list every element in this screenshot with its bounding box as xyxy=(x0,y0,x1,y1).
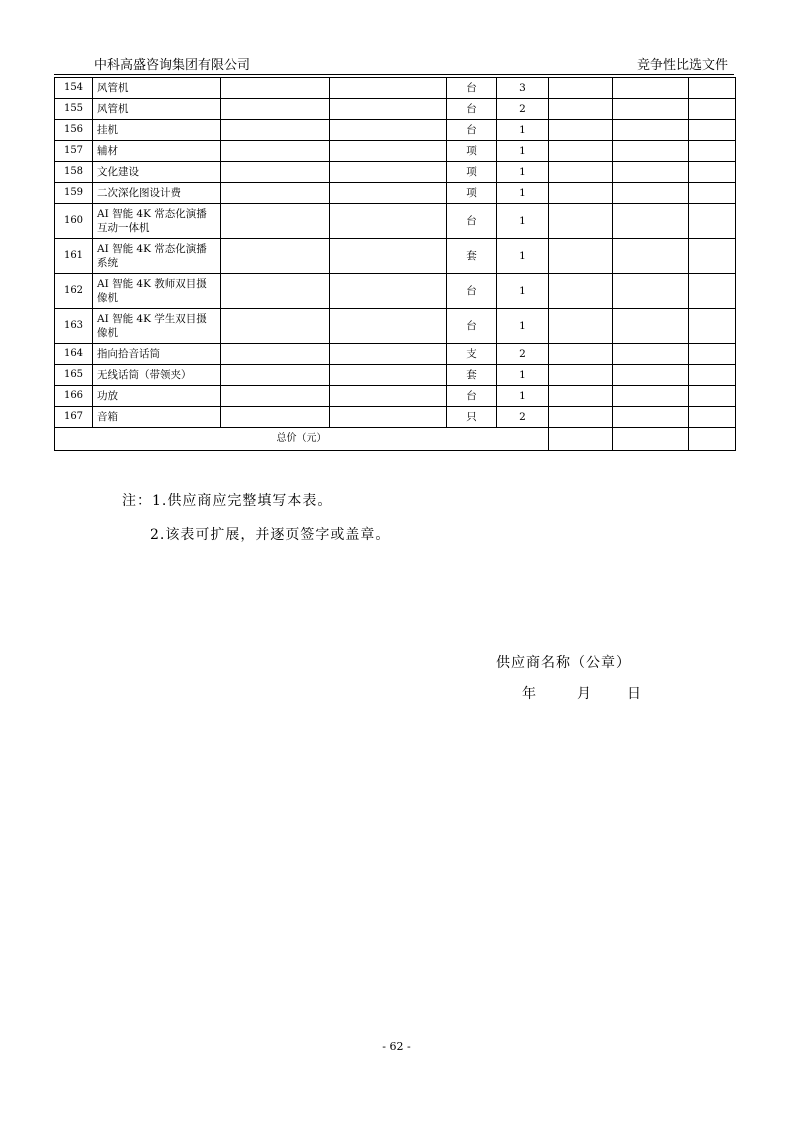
brand-cell xyxy=(330,309,447,344)
total-value-cell xyxy=(613,428,689,451)
item-name: 风管机 xyxy=(93,99,221,120)
unit-cell: 项 xyxy=(447,162,497,183)
unit-price-cell xyxy=(549,183,613,204)
item-name: 功放 xyxy=(93,386,221,407)
spec-cell xyxy=(221,120,330,141)
spec-cell xyxy=(221,183,330,204)
brand-cell xyxy=(330,141,447,162)
item-name: AI 智能 4K 教师双目摄像机 xyxy=(93,274,221,309)
total-unit-price-cell xyxy=(549,428,613,451)
unit-cell: 台 xyxy=(447,309,497,344)
table-row xyxy=(55,239,736,274)
subtotal-cell xyxy=(613,120,689,141)
company-name: 中科高盛咨询集团有限公司 xyxy=(94,58,251,73)
page-header xyxy=(54,56,734,75)
item-name: 辅材 xyxy=(93,141,221,162)
subtotal-cell xyxy=(613,407,689,428)
price-table xyxy=(54,77,736,451)
quantity-cell: 1 xyxy=(497,141,549,162)
spec-cell xyxy=(221,78,330,99)
quantity-cell: 1 xyxy=(497,162,549,183)
remark-cell xyxy=(689,204,736,239)
spec-cell xyxy=(221,162,330,183)
item-name: AI 智能 4K 常态化演播互动一体机 xyxy=(93,204,221,239)
quantity-cell: 1 xyxy=(497,239,549,274)
row-number: 158 xyxy=(55,162,93,183)
remark-cell xyxy=(689,344,736,365)
quantity-cell: 1 xyxy=(497,386,549,407)
unit-price-cell xyxy=(549,78,613,99)
table-row xyxy=(55,386,736,407)
quantity-cell: 3 xyxy=(497,78,549,99)
unit-cell: 台 xyxy=(447,99,497,120)
unit-price-cell xyxy=(549,162,613,183)
row-number: 156 xyxy=(55,120,93,141)
spec-cell xyxy=(221,386,330,407)
row-number: 162 xyxy=(55,274,93,309)
item-name: 指向拾音话筒 xyxy=(93,344,221,365)
note-line-2: 2.该表可扩展，并逐页签字或盖章。 xyxy=(150,527,391,543)
unit-price-cell xyxy=(549,274,613,309)
unit-cell: 台 xyxy=(447,78,497,99)
unit-price-cell xyxy=(549,407,613,428)
table-row xyxy=(55,183,736,204)
unit-price-cell xyxy=(549,99,613,120)
unit-cell: 台 xyxy=(447,274,497,309)
table-row xyxy=(55,78,736,99)
table-row xyxy=(55,120,736,141)
brand-cell xyxy=(330,78,447,99)
subtotal-cell xyxy=(613,365,689,386)
quantity-cell: 2 xyxy=(497,344,549,365)
quantity-cell: 1 xyxy=(497,183,549,204)
table-row xyxy=(55,274,736,309)
unit-cell: 台 xyxy=(447,386,497,407)
unit-cell: 项 xyxy=(447,183,497,204)
year-label: 年 xyxy=(522,686,537,702)
table-row xyxy=(55,141,736,162)
brand-cell xyxy=(330,239,447,274)
brand-cell xyxy=(330,120,447,141)
unit-price-cell xyxy=(549,141,613,162)
unit-cell: 项 xyxy=(447,141,497,162)
brand-cell xyxy=(330,386,447,407)
subtotal-cell xyxy=(613,274,689,309)
spec-cell xyxy=(221,365,330,386)
note-line-1: 注：1.供应商应完整填写本表。 xyxy=(122,493,333,509)
remark-cell xyxy=(689,386,736,407)
unit-price-cell xyxy=(549,120,613,141)
remark-cell xyxy=(689,162,736,183)
item-name: 音箱 xyxy=(93,407,221,428)
remark-cell xyxy=(689,99,736,120)
table-row xyxy=(55,99,736,120)
page-number: - 62 - xyxy=(382,1040,411,1053)
remark-cell xyxy=(689,365,736,386)
item-name: 挂机 xyxy=(93,120,221,141)
subtotal-cell xyxy=(613,309,689,344)
row-number: 167 xyxy=(55,407,93,428)
item-name: AI 智能 4K 常态化演播系统 xyxy=(93,239,221,274)
subtotal-cell xyxy=(613,344,689,365)
document-type: 竞争性比选文件 xyxy=(636,58,728,73)
brand-cell xyxy=(330,274,447,309)
brand-cell xyxy=(330,162,447,183)
unit-cell: 套 xyxy=(447,365,497,386)
remark-cell xyxy=(689,309,736,344)
row-number: 163 xyxy=(55,309,93,344)
day-label: 日 xyxy=(627,686,642,702)
spec-cell xyxy=(221,99,330,120)
row-number: 164 xyxy=(55,344,93,365)
quantity-cell: 1 xyxy=(497,365,549,386)
brand-cell xyxy=(330,183,447,204)
total-remark-cell xyxy=(689,428,736,451)
table-row xyxy=(55,309,736,344)
brand-cell xyxy=(330,344,447,365)
quantity-cell: 1 xyxy=(497,120,549,141)
remark-cell xyxy=(689,239,736,274)
item-name: 文化建设 xyxy=(93,162,221,183)
row-number: 159 xyxy=(55,183,93,204)
row-number: 154 xyxy=(55,78,93,99)
brand-cell xyxy=(330,99,447,120)
brand-cell xyxy=(330,365,447,386)
subtotal-cell xyxy=(613,162,689,183)
spec-cell xyxy=(221,407,330,428)
item-name: 二次深化图设计费 xyxy=(93,183,221,204)
remark-cell xyxy=(689,141,736,162)
quantity-cell: 1 xyxy=(497,204,549,239)
spec-cell xyxy=(221,309,330,344)
remark-cell xyxy=(689,274,736,309)
subtotal-cell xyxy=(613,183,689,204)
spec-cell xyxy=(221,274,330,309)
unit-price-cell xyxy=(549,386,613,407)
unit-price-cell xyxy=(549,239,613,274)
table-row xyxy=(55,407,736,428)
unit-cell: 套 xyxy=(447,239,497,274)
spec-cell xyxy=(221,141,330,162)
table-row xyxy=(55,365,736,386)
unit-cell: 只 xyxy=(447,407,497,428)
subtotal-cell xyxy=(613,386,689,407)
remark-cell xyxy=(689,183,736,204)
spec-cell xyxy=(221,239,330,274)
row-number: 161 xyxy=(55,239,93,274)
row-number: 165 xyxy=(55,365,93,386)
unit-cell: 台 xyxy=(447,120,497,141)
brand-cell xyxy=(330,204,447,239)
quantity-cell: 2 xyxy=(497,407,549,428)
quantity-cell: 1 xyxy=(497,274,549,309)
table-row xyxy=(55,162,736,183)
remark-cell xyxy=(689,120,736,141)
quantity-cell: 1 xyxy=(497,309,549,344)
month-label: 月 xyxy=(577,686,592,702)
unit-price-cell xyxy=(549,309,613,344)
row-number: 160 xyxy=(55,204,93,239)
subtotal-cell xyxy=(613,239,689,274)
remark-cell xyxy=(689,78,736,99)
quantity-cell: 2 xyxy=(497,99,549,120)
table-row xyxy=(55,344,736,365)
unit-price-cell xyxy=(549,365,613,386)
supplier-name-label: 供应商名称（公章） xyxy=(496,655,631,671)
subtotal-cell xyxy=(613,141,689,162)
subtotal-cell xyxy=(613,78,689,99)
unit-cell: 支 xyxy=(447,344,497,365)
unit-price-cell xyxy=(549,344,613,365)
spec-cell xyxy=(221,344,330,365)
unit-cell: 台 xyxy=(447,204,497,239)
item-name: AI 智能 4K 学生双目摄像机 xyxy=(93,309,221,344)
total-label: 总价（元） xyxy=(55,428,549,451)
remark-cell xyxy=(689,407,736,428)
item-name: 风管机 xyxy=(93,78,221,99)
table-row xyxy=(55,204,736,239)
row-number: 166 xyxy=(55,386,93,407)
brand-cell xyxy=(330,407,447,428)
unit-price-cell xyxy=(549,204,613,239)
item-name: 无线话筒（带领夹） xyxy=(93,365,221,386)
subtotal-cell xyxy=(613,99,689,120)
total-row xyxy=(55,428,736,451)
spec-cell xyxy=(221,204,330,239)
row-number: 155 xyxy=(55,99,93,120)
subtotal-cell xyxy=(613,204,689,239)
row-number: 157 xyxy=(55,141,93,162)
